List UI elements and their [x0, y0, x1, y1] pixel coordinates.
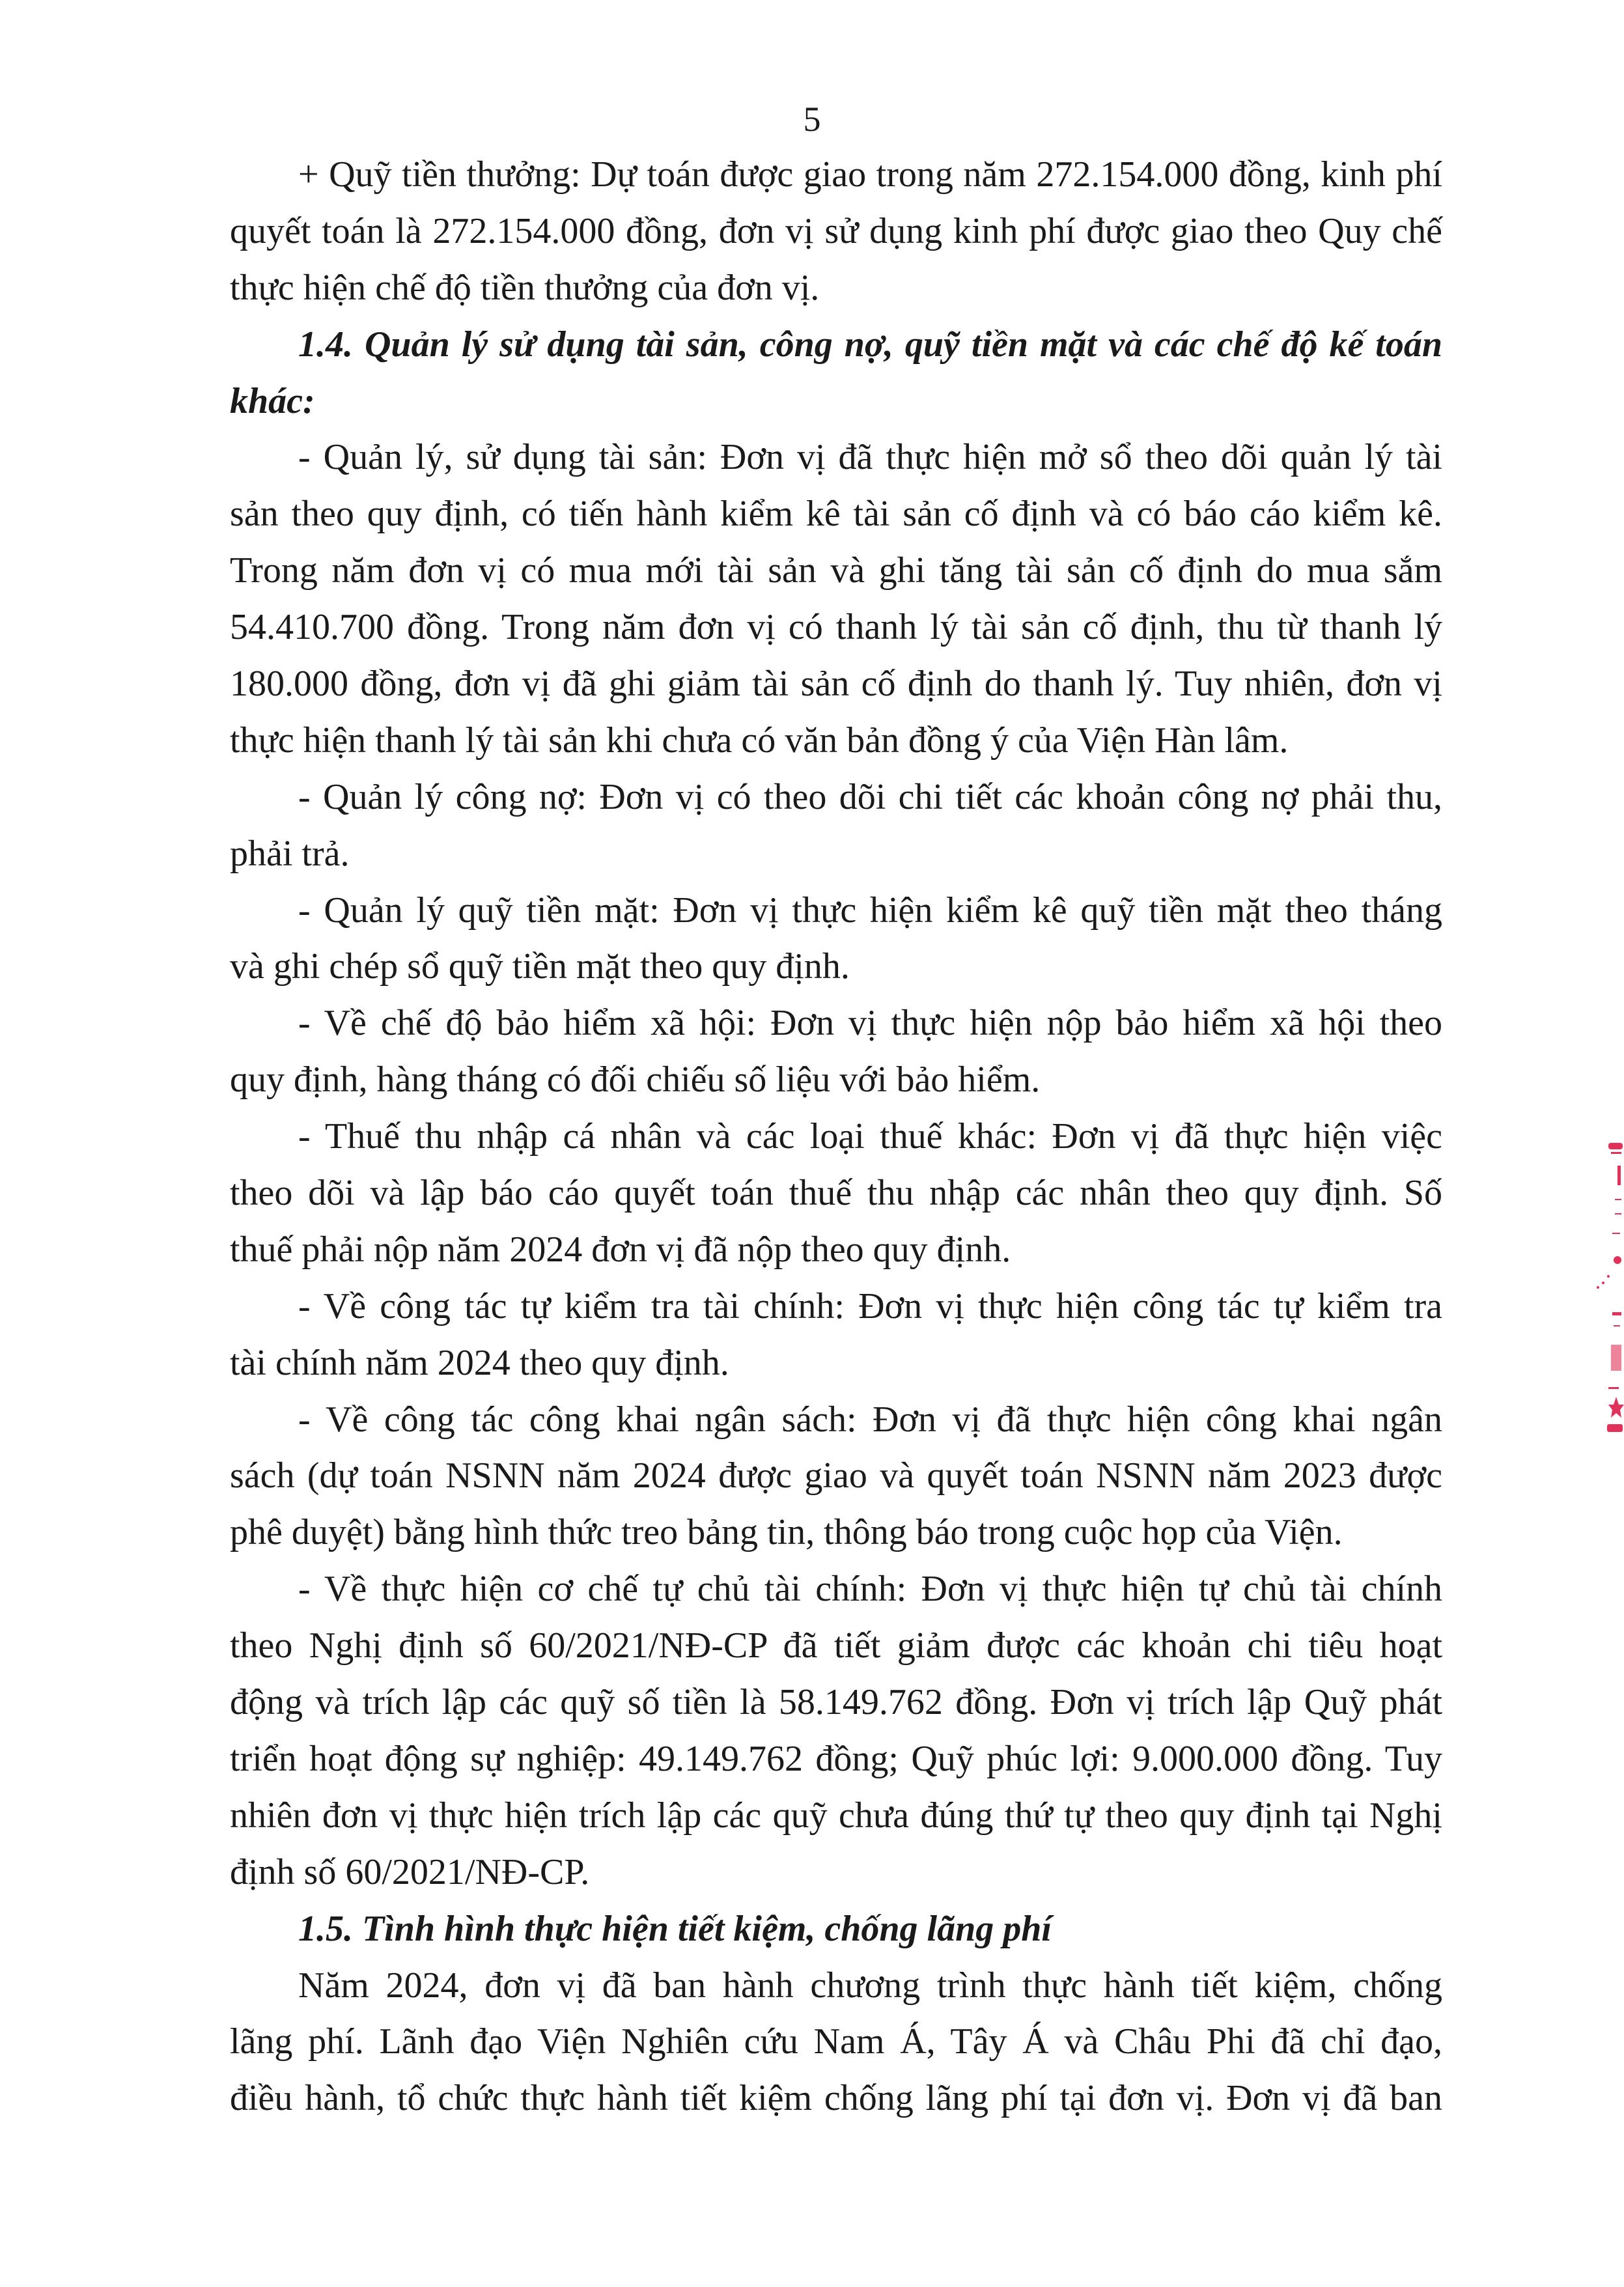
text-line: - Về thực hiện cơ chế tự chủ tài chính: Đơn vị thực hiện tự chủ tài chính — [298, 1569, 1442, 1610]
text-line: phê duyệt) bằng hình thức treo bảng tin, thông báo trong cuộc họp của Viện. — [230, 1512, 1343, 1553]
text-line: nhiên đơn vị thực hiện trích lập các quỹ chưa đúng thứ tự theo quy định tại Nghị — [230, 1795, 1442, 1836]
text-line: - Thuế thu nhập cá nhân và các loại thuế khác: Đơn vị đã thực hiện việc — [298, 1116, 1442, 1157]
document-body — [230, 147, 1442, 2127]
text-line: điều hành, tổ chức thực hành tiết kiệm chống lãng phí tại đơn vị. Đơn vị đã ban — [230, 2078, 1442, 2119]
text-line: động và trích lập các quỹ số tiền là 58.149.762 đồng. Đơn vị trích lập Quỹ phát — [230, 1682, 1442, 1723]
text-line: - Quản lý, sử dụng tài sản: Đơn vị đã thực hiện mở sổ theo dõi quản lý tài — [298, 437, 1442, 478]
text-line: theo Nghị định số 60/2021/NĐ-CP đã tiết giảm được các khoản chi tiêu hoạt — [230, 1625, 1442, 1666]
text-line: định số 60/2021/NĐ-CP. — [230, 1851, 590, 1892]
text-line: Trong năm đơn vị có mua mới tài sản và ghi tăng tài sản cố định do mua sắm — [230, 550, 1442, 591]
paragraph — [230, 769, 1442, 882]
text-line: quy định, hàng tháng có đối chiếu số liệu với bảo hiểm. — [230, 1059, 1041, 1101]
text-line: - Về chế độ bảo hiểm xã hội: Đơn vị thực hiện nộp bảo hiểm xã hội theo — [298, 1003, 1442, 1044]
text-line: sản theo quy định, có tiến hành kiểm kê tài sản cố định và có báo cáo kiểm kê. — [230, 494, 1442, 535]
text-line: và ghi chép sổ quỹ tiền mặt theo quy định. — [230, 946, 850, 987]
red-seal-stamp-edge — [1589, 1136, 1624, 1462]
text-line: thực hiện thanh lý tài sản khi chưa có văn bản đồng ý của Viện Hàn lâm. — [230, 720, 1289, 761]
text-line: + Quỹ tiền thưởng: Dự toán được giao trong năm 272.154.000 đồng, kinh phí — [298, 154, 1442, 195]
section-heading — [230, 316, 1442, 430]
text-line: - Quản lý quỹ tiền mặt: Đơn vị thực hiện kiểm kê quỹ tiền mặt theo tháng — [298, 890, 1442, 931]
text-line: khác: — [230, 380, 315, 421]
text-line: quyết toán là 272.154.000 đồng, đơn vị sử dụng kinh phí được giao theo Quy chế — [230, 210, 1442, 251]
text-line: triển hoạt động sự nghiệp: 49.149.762 đồng; Quỹ phúc lợi: 9.000.000 đồng. Tuy — [230, 1738, 1442, 1779]
paragraph — [230, 1392, 1442, 1562]
text-line: lãng phí. Lãnh đạo Viện Nghiên cứu Nam Á, Tây Á và Châu Phi đã chỉ đạo, — [230, 2021, 1442, 2062]
text-line: - Quản lý công nợ: Đơn vị có theo dõi chi tiết các khoản công nợ phải thu, — [298, 776, 1442, 817]
paragraph — [230, 882, 1442, 996]
text-line: 1.5. Tình hình thực hiện tiết kiệm, chống lãng phí — [298, 1908, 1052, 1949]
paragraph — [230, 147, 1442, 316]
text-line: - Về công tác tự kiểm tra tài chính: Đơn vị thực hiện công tác tự kiểm tra — [298, 1285, 1442, 1326]
text-line: theo dõi và lập báo cáo quyết toán thuế thu nhập các nhân theo quy định. Số — [230, 1173, 1442, 1214]
text-line: Năm 2024, đơn vị đã ban hành chương trình thực hành tiết kiệm, chống — [298, 1965, 1442, 2006]
text-line: thuế phải nộp năm 2024 đơn vị đã nộp theo quy định. — [230, 1229, 1011, 1270]
text-line: phải trả. — [230, 833, 350, 874]
section-heading — [230, 1901, 1442, 1957]
paragraph — [230, 1957, 1442, 2127]
page-number: 5 — [803, 100, 821, 139]
text-line: - Về công tác công khai ngân sách: Đơn vị đã thực hiện công khai ngân — [298, 1399, 1442, 1440]
paragraph — [230, 429, 1442, 768]
text-line: thực hiện chế độ tiền thưởng của đơn vị. — [230, 267, 820, 308]
paragraph — [230, 995, 1442, 1108]
text-line: tài chính năm 2024 theo quy định. — [230, 1342, 729, 1383]
text-line: 180.000 đồng, đơn vị đã ghi giảm tài sản cố định do thanh lý. Tuy nhiên, đơn vị — [230, 664, 1442, 705]
paragraph — [230, 1561, 1442, 1900]
text-line: 54.410.700 đồng. Trong năm đơn vị có thanh lý tài sản cố định, thu từ thanh lý — [230, 607, 1442, 648]
paragraph — [230, 1278, 1442, 1392]
text-line: sách (dự toán NSNN năm 2024 được giao và quyết toán NSNN năm 2023 được — [230, 1455, 1442, 1496]
paragraph — [230, 1108, 1442, 1278]
text-line: 1.4. Quản lý sử dụng tài sản, công nợ, quỹ tiền mặt và các chế độ kế toán — [298, 324, 1442, 365]
